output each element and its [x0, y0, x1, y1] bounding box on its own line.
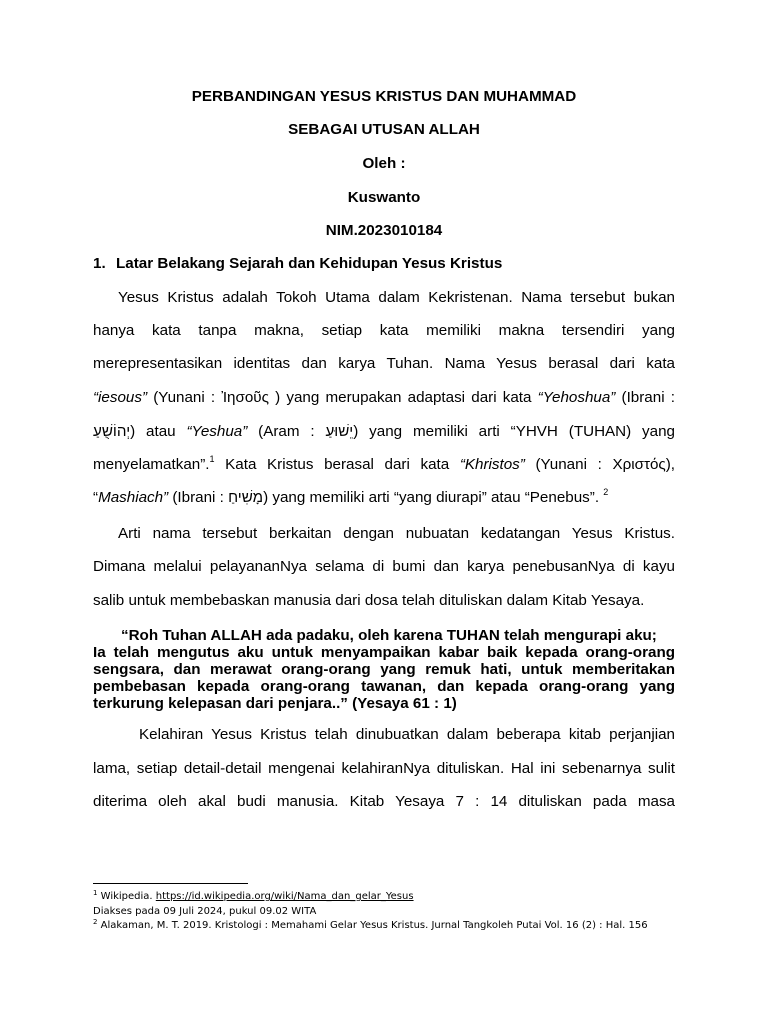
- para1-line4-end: (Ibrani :: [615, 389, 675, 406]
- term-mashiach: Mashiach”: [98, 489, 169, 506]
- para1-line6-text: Kata Kristus berasal dari kata: [214, 456, 460, 473]
- para1-line2: hanya kata tanpa makna, setiap kata memiliki makna tersendiri yang: [93, 322, 675, 339]
- quote-line4: pembebasan kepada orang-orang tawanan, dan kepada orang-orang yang: [93, 678, 675, 695]
- para1-line6-start: menyelamatkan”.: [93, 456, 210, 473]
- footnote-2: [93, 920, 648, 932]
- footnote-2-text: Alakaman, M. T. 2019. Kristologi : Memahami Gelar Yesus Kristus. Jurnal Tangkoleh Putai Vol. 16 (2) : Hal. 156: [97, 920, 648, 931]
- para2-line3: salib untuk membebaskan manusia dari dosa telah dituliskan dalam Kitab Yesaya.: [93, 592, 645, 609]
- term-khristos: “Khristos”: [459, 456, 525, 473]
- para3-line2: lama, setiap detail-detail mengenai kelahiranNya dituliskan. Hal ini sebenarnya sulit: [93, 760, 675, 777]
- para3-line3: diterima oleh akal budi manusia. Kitab Yesaya 7 : 14 dituliskan pada masa: [93, 793, 675, 810]
- footnote-ref-1[interactable]: 1: [209, 454, 215, 464]
- term-yehoshua: “Yehoshua”: [537, 389, 616, 406]
- footnote-2-number: 2: [93, 918, 98, 926]
- quote-line3: sengsara, dan merawat orang-orang yang remuk hati, untuk memberitakan: [93, 661, 675, 678]
- quote-line1: “Roh Tuhan ALLAH ada padaku, oleh karena TUHAN telah mengurapi aku;: [121, 627, 657, 644]
- para3-line1: Kelahiran Yesus Kristus telah dinubuatkan dalam beberapa kitab perjanjian: [139, 726, 675, 743]
- quote-line5: terkurung kelepasan dari penjara..” (Yesaya 61 : 1): [93, 695, 457, 712]
- footnote-1-line2: Diakses pada 09 Juli 2024, pukul 09.02 WITA: [93, 906, 317, 917]
- section-heading: [93, 255, 502, 273]
- footnote-1-text: Wikipedia.: [97, 891, 156, 902]
- footnote-separator: [93, 883, 248, 884]
- scripture-quote: [93, 627, 675, 712]
- para1-line4-text: (Yunani : Ἰησοῦς ) yang merupakan adaptasi dari kata: [147, 389, 538, 406]
- para1-line5-text: (Aram : יֵשׁוּעַ) yang memiliki arti “YHVH (TUHAN) yang: [247, 423, 675, 440]
- para1-line4: [93, 389, 675, 407]
- term-yeshua: “Yeshua”: [186, 423, 248, 440]
- para1-line7-text: (Ibrani : מָשִׁיחַ) yang memiliki arti “yang diurapi” atau “Penebus”.: [168, 489, 600, 506]
- title-line-2: SEBAGAI UTUSAN ALLAH: [288, 121, 480, 138]
- oleh-label: Oleh :: [362, 155, 406, 172]
- para1-line6: [93, 456, 675, 474]
- title-line-1: PERBANDINGAN YESUS KRISTUS DAN MUHAMMAD: [191, 88, 577, 105]
- section-title: Latar Belakang Sejarah dan Kehidupan Yesus Kristus: [116, 255, 503, 272]
- footnote-1: [93, 891, 414, 903]
- student-id: NIM.2023010184: [325, 222, 443, 239]
- para1-line3: merepresentasikan identitas dan karya Tuhan. Nama Yesus berasal dari kata: [93, 355, 675, 372]
- term-iesous: “iesous”: [93, 389, 148, 406]
- author-name: Kuswanto: [347, 189, 421, 206]
- para1-line7: [93, 489, 608, 507]
- para1-line1: Yesus Kristus adalah Tokoh Utama dalam Kekristenan. Nama tersebut bukan: [118, 289, 675, 306]
- para2-line2: Dimana melalui pelayananNya selama di bumi dan karya penebusanNya di kayu: [93, 558, 675, 575]
- footnote-ref-2[interactable]: 2: [603, 487, 609, 497]
- footnote-1-number: 1: [93, 889, 98, 897]
- section-number: 1.: [93, 255, 106, 272]
- para1-line6-end: (Yunani : Χριστός),: [524, 456, 675, 473]
- hebrew-yehoshua: יְהוֹשֻׁעַ) atau: [93, 423, 187, 440]
- footnote-1-link[interactable]: https://id.wikipedia.org/wiki/Nama_dan_gelar_Yesus: [155, 891, 414, 902]
- para2-line1: Arti nama tersebut berkaitan dengan nubuatan kedatangan Yesus Kristus.: [118, 525, 675, 542]
- quote-line2: Ia telah mengutus aku untuk menyampaikan kabar baik kepada orang-orang: [93, 644, 675, 661]
- open-quote: “: [93, 489, 99, 506]
- para1-line5: [93, 423, 675, 441]
